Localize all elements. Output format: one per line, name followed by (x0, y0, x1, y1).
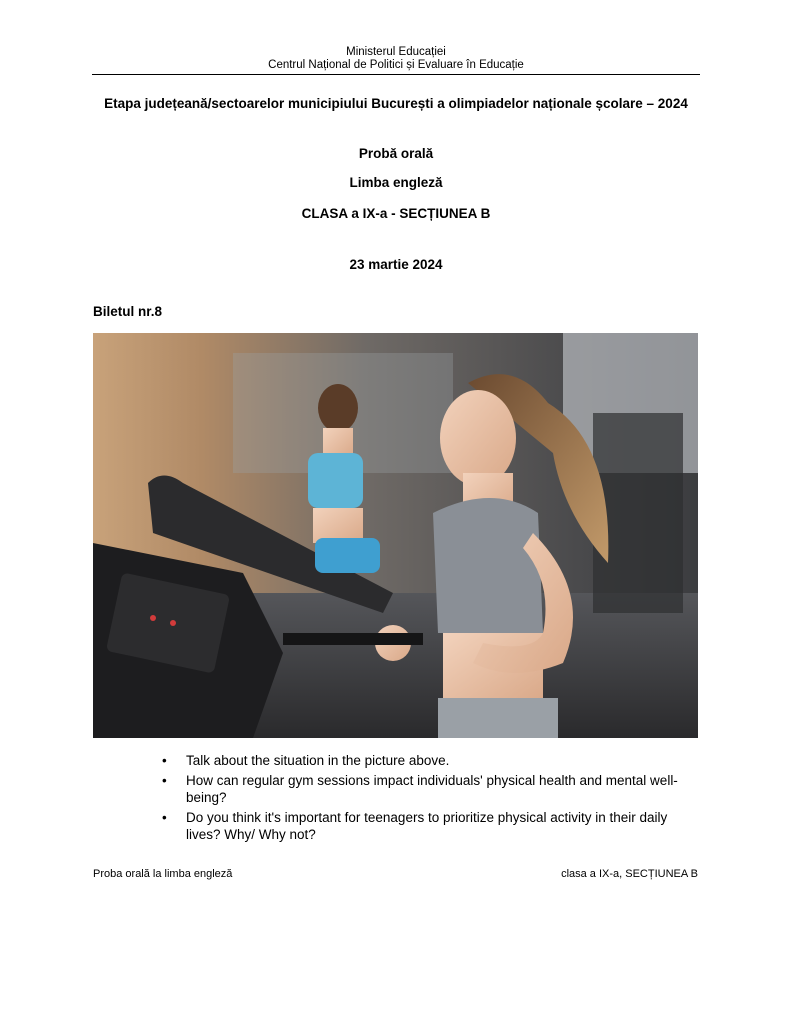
list-item (160, 752, 700, 769)
question-text: Talk about the situation in the picture above. (186, 753, 450, 768)
subject: Limba engleză (349, 175, 443, 190)
ticket-number: Biletul nr.8 (93, 304, 163, 319)
header-divider (92, 74, 700, 75)
bullet-icon: • (162, 753, 167, 768)
question-text: Do you think it's important for teenagers to prioritize physical activity in their daily lives? Why/ Why not? (186, 810, 668, 842)
document-header (92, 46, 700, 72)
footer-left: Proba orală la limba engleză (93, 868, 233, 880)
class-section: CLASA a IX-a - SECȚIUNEA B (301, 206, 491, 221)
list-item (160, 772, 700, 806)
question-list (160, 752, 700, 846)
footer-right: clasa a IX-a, SECȚIUNEA B (561, 868, 698, 880)
test-type: Probă orală (358, 146, 434, 161)
center-name: Centrul Național de Politici și Evaluare în Educație (268, 59, 524, 71)
competition-title: Etapa județeană/sectoarelor municipiului București a olimpiadelor naționale școlare – 2024 (104, 96, 688, 111)
list-item (160, 809, 700, 843)
bullet-icon: • (162, 773, 167, 788)
question-text: How can regular gym sessions impact individuals' physical health and mental well-being? (186, 773, 678, 805)
exam-date: 23 martie 2024 (349, 257, 443, 272)
bullet-icon: • (162, 810, 167, 825)
gym-treadmill-photo (93, 333, 698, 738)
ministry-name: Ministerul Educației (346, 46, 446, 58)
